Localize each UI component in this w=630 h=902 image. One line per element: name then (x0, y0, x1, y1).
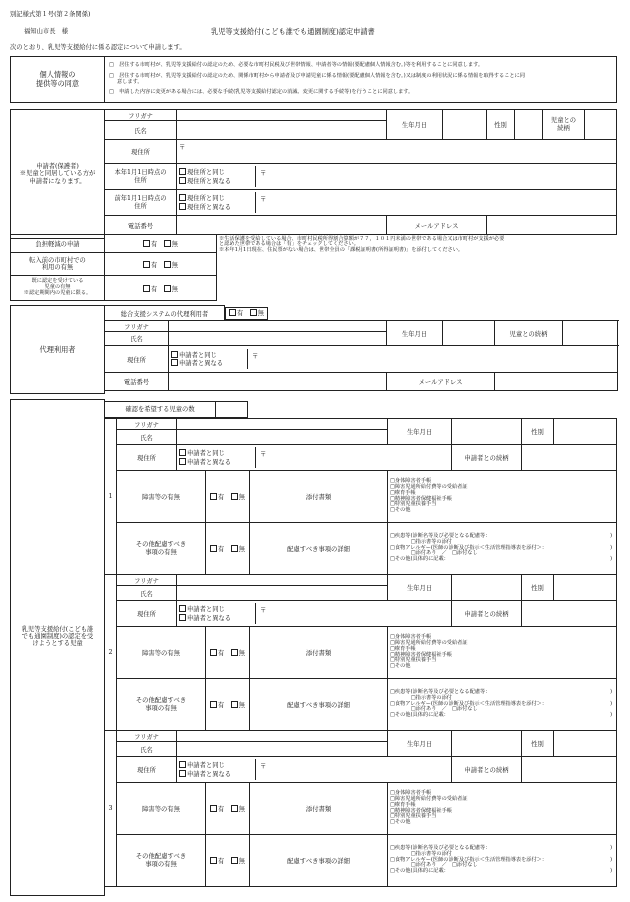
child-sex-label: 性別 (522, 731, 554, 757)
proxy-phone-label: 電話番号 (105, 373, 169, 391)
child-attach-list[interactable]: □身体障害者手帳 □障害児通所給付費等の受給者証 □療育手帳 □精神障害者保健福祉手帳 □特別児童扶養手当 □その他 (388, 783, 617, 835)
birth-field[interactable] (443, 110, 487, 140)
child-block (104, 574, 617, 731)
child-count-field[interactable] (215, 401, 248, 418)
proxy-furigana-field[interactable] (169, 321, 387, 332)
address-field[interactable]: 〒 (177, 140, 617, 164)
child-birth-label: 生年月日 (388, 419, 452, 445)
child-care-label: その他配慮すべき 事項の有無 (117, 523, 206, 575)
child-address-field[interactable]: 申請者と同じ 申請者と異なる 〒 (177, 601, 452, 627)
child-birth-label: 生年月日 (388, 575, 452, 601)
phone-label: 電話番号 (105, 216, 177, 235)
child-care-detail-list[interactable]: □疾患等(診断名等及び必要となる配慮等： ) □指示書等の添付 □食物アレルギー(医師の診断及び指示＜生活管理指導表を添付＞： ) □添付あり ／ □添付なし □その他(具体的に記載： ) (388, 679, 617, 731)
child-name-label: 氏名 (117, 586, 177, 601)
proxy-relation-label: 児童との続柄 (495, 321, 563, 346)
burden-checkboxes[interactable]: 有 無 (105, 235, 217, 253)
child-care-detail-label: 配慮すべき事項の詳細 (250, 679, 388, 731)
child-birth-field[interactable] (452, 575, 522, 601)
child-care-label: その他配慮すべき 事項の有無 (117, 835, 206, 887)
child-disability-label: 障害等の有無 (117, 471, 206, 523)
name-label: 氏名 (105, 121, 177, 140)
prev-jan1-field[interactable]: 現住所と同じ 現住所と異なる 〒 (177, 190, 617, 216)
proxy-email-label: メールアドレス (387, 373, 495, 391)
child-care-detail-label: 配慮すべき事項の詳細 (250, 835, 388, 887)
child-number: 1 (105, 419, 117, 575)
proxy-name-label: 氏名 (105, 332, 169, 346)
children-section (10, 399, 617, 896)
child-name-field[interactable] (177, 430, 388, 445)
proxy-birth-field[interactable] (443, 321, 495, 346)
proxy-birth-label: 生年月日 (387, 321, 443, 346)
child-care-label: その他配慮すべき 事項の有無 (117, 679, 206, 731)
relation-label: 児童との 続柄 (543, 110, 585, 140)
applicant-table (10, 109, 617, 239)
child-furigana-field[interactable] (177, 731, 388, 742)
child-name-field[interactable] (177, 742, 388, 757)
email-field[interactable] (487, 216, 617, 235)
proxy-name-field[interactable] (169, 332, 387, 346)
misc-notes: ※生活保護を受給している場合、市町村民税所得割合算額が７７，１０１円未満の世帯である場合又は市町村が支援が必要 と認めた世帯である場合は「有」をチェックしてください。 ※本年1月1日現在、住民票がない場合は、世帯全員の「課税証明書(所得証明書)」を添付してください。 (219, 235, 505, 254)
child-address-label: 現住所 (117, 757, 177, 783)
sex-label: 性別 (487, 110, 515, 140)
child-block (104, 730, 617, 887)
child-attach-list[interactable]: □身体障害者手帳 □障害児通所給付費等の受給者証 □療育手帳 □精神障害者保健福祉手帳 □特別児童扶養手当 □その他 (388, 471, 617, 523)
child-sex-field[interactable] (554, 731, 617, 757)
proxy-table (10, 305, 618, 394)
child-disability-label: 障害等の有無 (117, 627, 206, 679)
child-relation-field[interactable] (522, 601, 617, 627)
jan1-field[interactable]: 現住所と同じ 現住所と異なる 〒 (177, 164, 617, 190)
child-count-label: 確認を希望する児童の数 (104, 401, 216, 418)
child-attach-label: 添付書類 (250, 471, 388, 523)
child-disability-checkboxes[interactable]: 有 無 (206, 471, 250, 523)
child-block (104, 418, 617, 575)
child-care-checkboxes[interactable]: 有 無 (206, 679, 250, 731)
child-care-checkboxes[interactable]: 有 無 (206, 835, 250, 887)
child-care-detail-list[interactable]: □疾患等(診断名等及び必要となる配慮等： ) □指示書等の添付 □食物アレルギー(医師の診断及び指示＜生活管理指導表を添付＞： ) □添付あり ／ □添付なし □その他(具体的に記載： ) (388, 523, 617, 575)
child-birth-field[interactable] (452, 731, 522, 757)
consent-table (10, 56, 617, 103)
misc-table (10, 234, 617, 301)
child-disability-checkboxes[interactable]: 有 無 (206, 783, 250, 835)
children-label-box: 乳児等支援給付(こども誰 でも通園制度)の認定を受 けようとする児童 (10, 399, 105, 896)
proxy-system-checkboxes[interactable]: 有 無 (225, 306, 618, 321)
child-sex-label: 性別 (522, 575, 554, 601)
proxy-label: 代理利用者 (11, 306, 105, 394)
proxy-system-label: 総合支援システムの代理利用者 (105, 306, 225, 321)
consent-label: 個人情報の 提供等の同意 (11, 57, 105, 103)
child-attach-label: 添付書類 (250, 627, 388, 679)
furigana-label: フリガナ (105, 110, 177, 121)
applicant-label: 申請者(保護者) ※児童と同居している方が 申請者になります。 (11, 110, 105, 239)
relation-field[interactable] (585, 110, 617, 140)
child-disability-checkboxes[interactable]: 有 無 (206, 627, 250, 679)
page-title: 乳児等支援給付(こども誰でも通園制度)認定申請書 (211, 27, 375, 36)
moved-label: 転入前の市町村での 利用の有無 (11, 253, 105, 276)
child-furigana-field[interactable] (177, 575, 388, 586)
child-address-field[interactable]: 申請者と同じ 申請者と異なる 〒 (177, 757, 452, 783)
proxy-furigana-label: フリガナ (105, 321, 169, 332)
child-care-detail-label: 配慮すべき事項の詳細 (250, 523, 388, 575)
child-furigana-label: フリガナ (117, 575, 177, 586)
email-label: メールアドレス (387, 216, 487, 235)
birth-label: 生年月日 (387, 110, 443, 140)
child-number: 3 (105, 731, 117, 887)
jan1-label: 本年1月1日時点の 住所 (105, 164, 177, 190)
child-attach-list[interactable]: □身体障害者手帳 □障害児通所給付費等の受給者証 □療育手帳 □精神障害者保健福祉手帳 □特別児童扶養手当 □その他 (388, 627, 617, 679)
child-name-label: 氏名 (117, 742, 177, 757)
proxy-email-field[interactable] (495, 373, 618, 391)
cert-label: 既に認定を受けている 児童の有無 ※認定期間内の児童に限る。 (11, 276, 105, 301)
child-birth-label: 生年月日 (388, 731, 452, 757)
child-furigana-field[interactable] (177, 419, 388, 430)
child-birth-field[interactable] (452, 419, 522, 445)
child-relation-field[interactable] (522, 445, 617, 471)
moved-checkboxes[interactable]: 有 無 (105, 253, 217, 276)
child-name-label: 氏名 (117, 430, 177, 445)
addressee: 福知山市長 様 (24, 28, 69, 35)
sex-field[interactable] (515, 110, 543, 140)
proxy-address-label: 現住所 (105, 346, 169, 373)
proxy-relation-field[interactable] (563, 321, 618, 346)
furigana-field[interactable] (177, 110, 387, 121)
child-address-field[interactable]: 申請者と同じ 申請者と異なる 〒 (177, 445, 452, 471)
child-number: 2 (105, 575, 117, 731)
child-furigana-label: フリガナ (117, 731, 177, 742)
child-attach-label: 添付書類 (250, 783, 388, 835)
child-furigana-label: フリガナ (117, 419, 177, 430)
intro-text: 次のとおり、乳児等支援給付に係る認定について申請します。 (10, 44, 186, 51)
child-relation-label: 申請者との続柄 (452, 445, 522, 471)
cert-checkboxes[interactable]: 有 無 (105, 276, 217, 301)
prev-jan1-label: 前年1月1日時点の 住所 (105, 190, 177, 216)
form-number: 別記様式第１号(第２条関係) (10, 11, 91, 18)
proxy-address-field[interactable]: 申請者と同じ 申請者と異なる 〒 (169, 346, 618, 373)
consent-items[interactable]: □ 居住する市町村が、乳児等支援給付の認定のため、必要な市町村民税及び世帯情報、申請者等の情報(要配慮個人情報含む。)等を利用することに同意します。 □ 居住する市町村が、乳児等支援給付の認定のため、関係市町村から申請者及び申請児童に係る情報(要配慮個人情報を含む。)又は制度の利用状況に係る情報を取得することに同 意します。 □ 申請した内容に変更がある場合には、必要な手続(乳児等支援給付認定の消滅、変更に関する手続等)を行うことに同意します。 (105, 57, 617, 103)
child-disability-label: 障害等の有無 (117, 783, 206, 835)
child-care-checkboxes[interactable]: 有 無 (206, 523, 250, 575)
proxy-phone-field[interactable] (169, 373, 387, 391)
child-relation-label: 申請者との続柄 (452, 601, 522, 627)
child-name-field[interactable] (177, 586, 388, 601)
child-relation-field[interactable] (522, 757, 617, 783)
child-address-label: 現住所 (117, 601, 177, 627)
child-care-detail-list[interactable]: □疾患等(診断名等及び必要となる配慮等： ) □指示書等の添付 □食物アレルギー(医師の診断及び指示＜生活管理指導表を添付＞： ) □添付あり ／ □添付なし □その他(具体的に記載： ) (388, 835, 617, 887)
burden-label: 負担軽減の申請 (11, 235, 105, 253)
child-relation-label: 申請者との続柄 (452, 757, 522, 783)
child-sex-field[interactable] (554, 575, 617, 601)
address-label: 現住所 (105, 140, 177, 164)
child-sex-field[interactable] (554, 419, 617, 445)
phone-field[interactable] (177, 216, 387, 235)
child-sex-label: 性別 (522, 419, 554, 445)
name-field[interactable] (177, 121, 387, 140)
child-address-label: 現住所 (117, 445, 177, 471)
